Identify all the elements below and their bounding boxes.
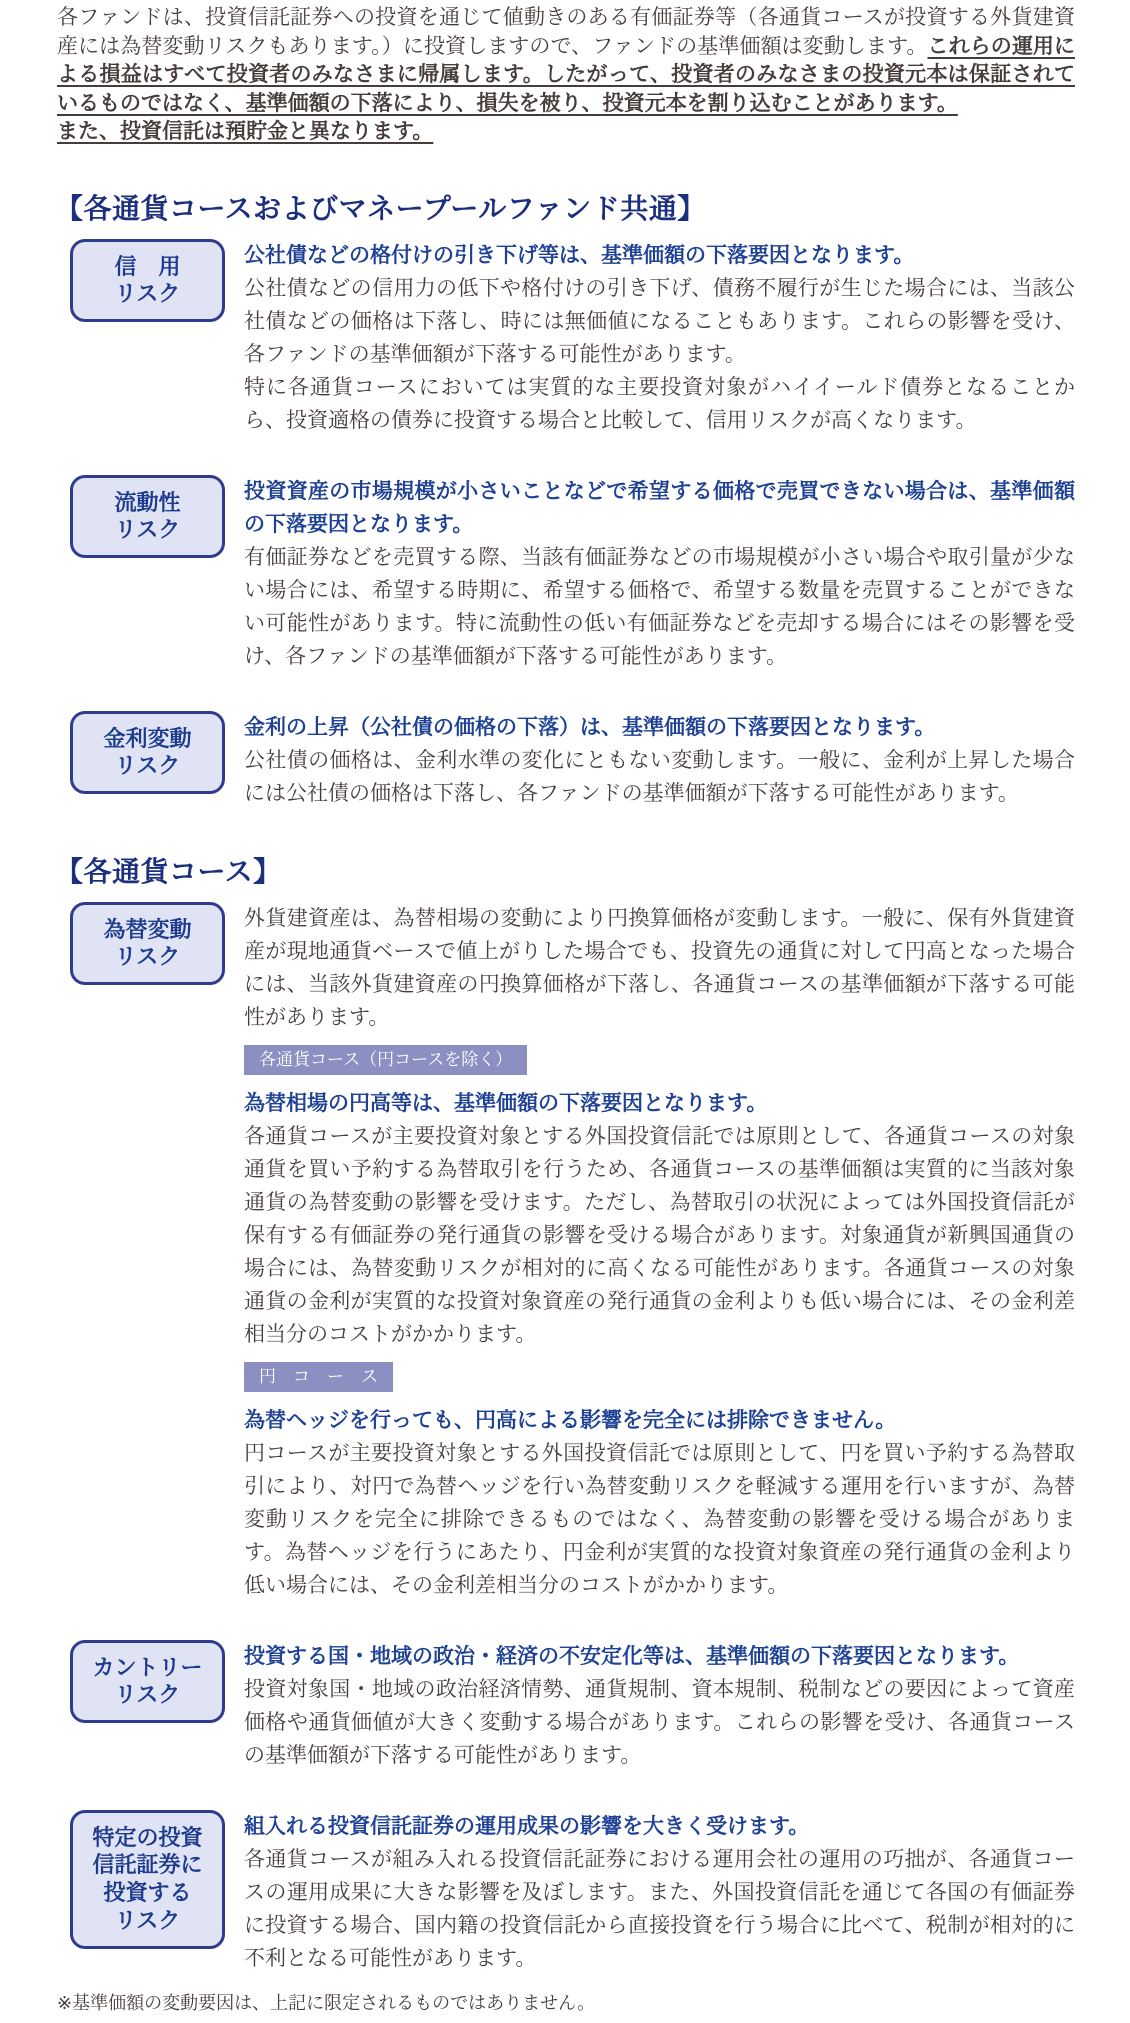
risk-lead-fx-yen: 為替ヘッジを行っても、円高による影響を完全には排除できません。: [244, 1408, 897, 1432]
risk-row-interest: [70, 711, 1075, 810]
badge-yen-course: 円 コ ー ス: [244, 1362, 393, 1392]
risk-row-fx: [70, 902, 1075, 1602]
risk-paragraph: 各通貨コースが主要投資対象とする外国投資信託では原則として、各通貨コースの対象通貨を買い予約する為替取引を行うため、各通貨コースの基準価額は実質的に当該対象通貨の為替変動の影響を受けます。ただし、為替取引の状況によっては外国投資信託が保有する有価証券の発行通貨の影響を受ける場合があります。対象通貨が新興国通貨の場合には、為替変動リスクが相対的に高くなる可能性があります。各通貨コースの対象通貨の金利が実質的な投資対象資産の発行通貨の金利よりも低い場合には、その金利差相当分のコストがかかります。: [244, 1124, 1075, 1346]
risk-label-line: リスク: [114, 281, 181, 307]
risk-label-line: 流動性: [114, 489, 181, 515]
intro-emphasis-2: また、投資信託は預貯金と異なります。: [57, 120, 434, 143]
risk-lead-credit: 公社債などの格付けの引き下げ等は、基準価額の下落要因となります。: [244, 243, 915, 267]
risk-lead-interest: 金利の上昇（公社債の価格の下落）は、基準価額の下落要因となります。: [244, 715, 936, 739]
risk-paragraph: 外貨建資産は、為替相場の変動により円換算価格が変動します。一般に、保有外貨建資産が現地通貨ベースで値上がりした場合でも、投資先の通貨に対して円高となった場合には、当該外貨建資産の円換算価格が下落し、各通貨コースの基準価額が下落する可能性があります。: [244, 906, 1075, 1029]
risk-lead-country: 投資する国・地域の政治・経済の不安定化等は、基準価額の下落要因となります。: [244, 1644, 1020, 1668]
risk-label-line: リスク: [114, 1908, 181, 1934]
risk-row-specific-trust: [70, 1810, 1075, 1975]
intro-emphasis: これらの運用による損益はすべて投資者のみなさまに帰属します。したがって、投資者のみなさまの投資元本は保証されているものではなく、基準価額の下落により、損失を被り、投資元本を割り込むことがあります。: [57, 34, 1075, 115]
risk-content-liquidity: [244, 475, 1075, 673]
risk-content-fx: [244, 902, 1075, 1602]
risk-label-line: 信 用: [114, 253, 181, 279]
risk-row-country: [70, 1640, 1075, 1772]
risk-label-line: リスク: [114, 517, 181, 543]
risk-label-line: 特定の投資: [92, 1824, 203, 1850]
risk-paragraph: 円コースが主要投資対象とする外国投資信託では原則として、円を買い予約する為替取引により、対円で為替ヘッジを行い為替変動リスクを軽減する運用を行いますが、為替変動リスクを完全に排除できるものではなく、為替変動の影響を受ける場合があります。為替ヘッジを行うにあたり、円金利が実質的な投資対象資産の発行通貨の金利より低い場合には、その金利差相当分のコストがかかります。: [244, 1441, 1075, 1597]
risk-row-liquidity: [70, 475, 1075, 673]
risk-lead-liquidity: 投資資産の市場規模が小さいことなどで希望する価格で売買できない場合は、基準価額の下落要因となります。: [244, 479, 1075, 536]
risk-paragraph: 特に各通貨コースにおいては実質的な主要投資対象がハイイールド債券となることから、投資適格の債券に投資する場合と比較して、信用リスクが高くなります。: [244, 375, 1075, 432]
risk-paragraph: 投資対象国・地域の政治経済情勢、通貨規制、資本規制、税制などの要因によって資産価格や通貨価値が大きく変動する場合があります。これらの影響を受け、各通貨コースの基準価額が下落する可能性があります。: [244, 1677, 1075, 1767]
intro-text: 各ファンドは、投資信託証券への投資を通じて値動きのある有価証券等（各通貨コースが投資する外貨建資産には為替変動リスクもあります。）に投資しますので、ファンドの基準価額は変動します。: [57, 6, 1075, 58]
risk-label-country: [70, 1640, 225, 1724]
risk-lead-fx-courses: 為替相場の円高等は、基準価額の下落要因となります。: [244, 1091, 768, 1115]
risk-label-line: リスク: [114, 753, 181, 779]
risk-label-interest: [70, 711, 225, 795]
risk-paragraph: 公社債などの信用力の低下や格付けの引き下げ、債務不履行が生じた場合には、当該公社債などの価格は下落し、時には無価値になることもあります。これらの影響を受け、各ファンドの基準価額が下落する可能性があります。: [244, 276, 1075, 366]
badge-all-currency-courses: 各通貨コース（円コースを除く）: [244, 1045, 527, 1075]
section-heading-currency: 【各通貨コース】: [55, 855, 282, 887]
risk-label-credit: [70, 239, 225, 323]
risk-content-credit: [244, 239, 1075, 437]
risk-label-specific-trust: [70, 1810, 225, 1950]
risk-row-credit: [70, 239, 1075, 437]
risk-paragraph: 各通貨コースが組み入れる投資信託証券における運用会社の運用の巧拙が、各通貨コースの運用成果に大きな影響を及ぼします。また、外国投資信託を通じて各国の有価証券に投資する場合、国内籍の投資信託から直接投資を行う場合に比べて、税制が相対的に不利となる可能性があります。: [244, 1847, 1075, 1970]
risk-label-line: 投資する: [103, 1880, 192, 1906]
risk-paragraph: 公社債の価格は、金利水準の変化にともない変動します。一般に、金利が上昇した場合には公社債の価格は下落し、各ファンドの基準価額が下落する可能性があります。: [244, 748, 1075, 805]
risk-label-line: リスク: [114, 944, 181, 970]
risk-label-line: リスク: [114, 1682, 181, 1708]
risk-label-line: 金利変動: [103, 725, 192, 751]
risk-paragraph: 有価証券などを売買する際、当該有価証券などの市場規模が小さい場合や取引量が少ない場合には、希望する時期に、希望する価格で、希望する数量を売買することができない可能性があります。特に流動性の低い有価証券などを売却する場合にはその影響を受け、各ファンドの基準価額が下落する可能性があります。: [244, 545, 1075, 668]
risk-label-liquidity: [70, 475, 225, 559]
risk-content-specific-trust: [244, 1810, 1075, 1975]
risk-content-country: [244, 1640, 1075, 1772]
risk-label-line: 信託証券に: [92, 1852, 203, 1878]
intro-paragraph: [57, 4, 1075, 147]
footnote: ※基準価額の変動要因は、上記に限定されるものではありません。: [57, 1992, 596, 2013]
risk-label-fx: [70, 902, 225, 986]
risk-content-interest: [244, 711, 1075, 810]
risk-label-line: 為替変動: [103, 916, 192, 942]
risk-label-line: カントリー: [92, 1654, 203, 1680]
section-heading-common: 【各通貨コースおよびマネープールファンド共通】: [55, 192, 706, 224]
risk-lead-specific-trust: 組入れる投資信託証券の運用成果の影響を大きく受けます。: [244, 1814, 810, 1838]
